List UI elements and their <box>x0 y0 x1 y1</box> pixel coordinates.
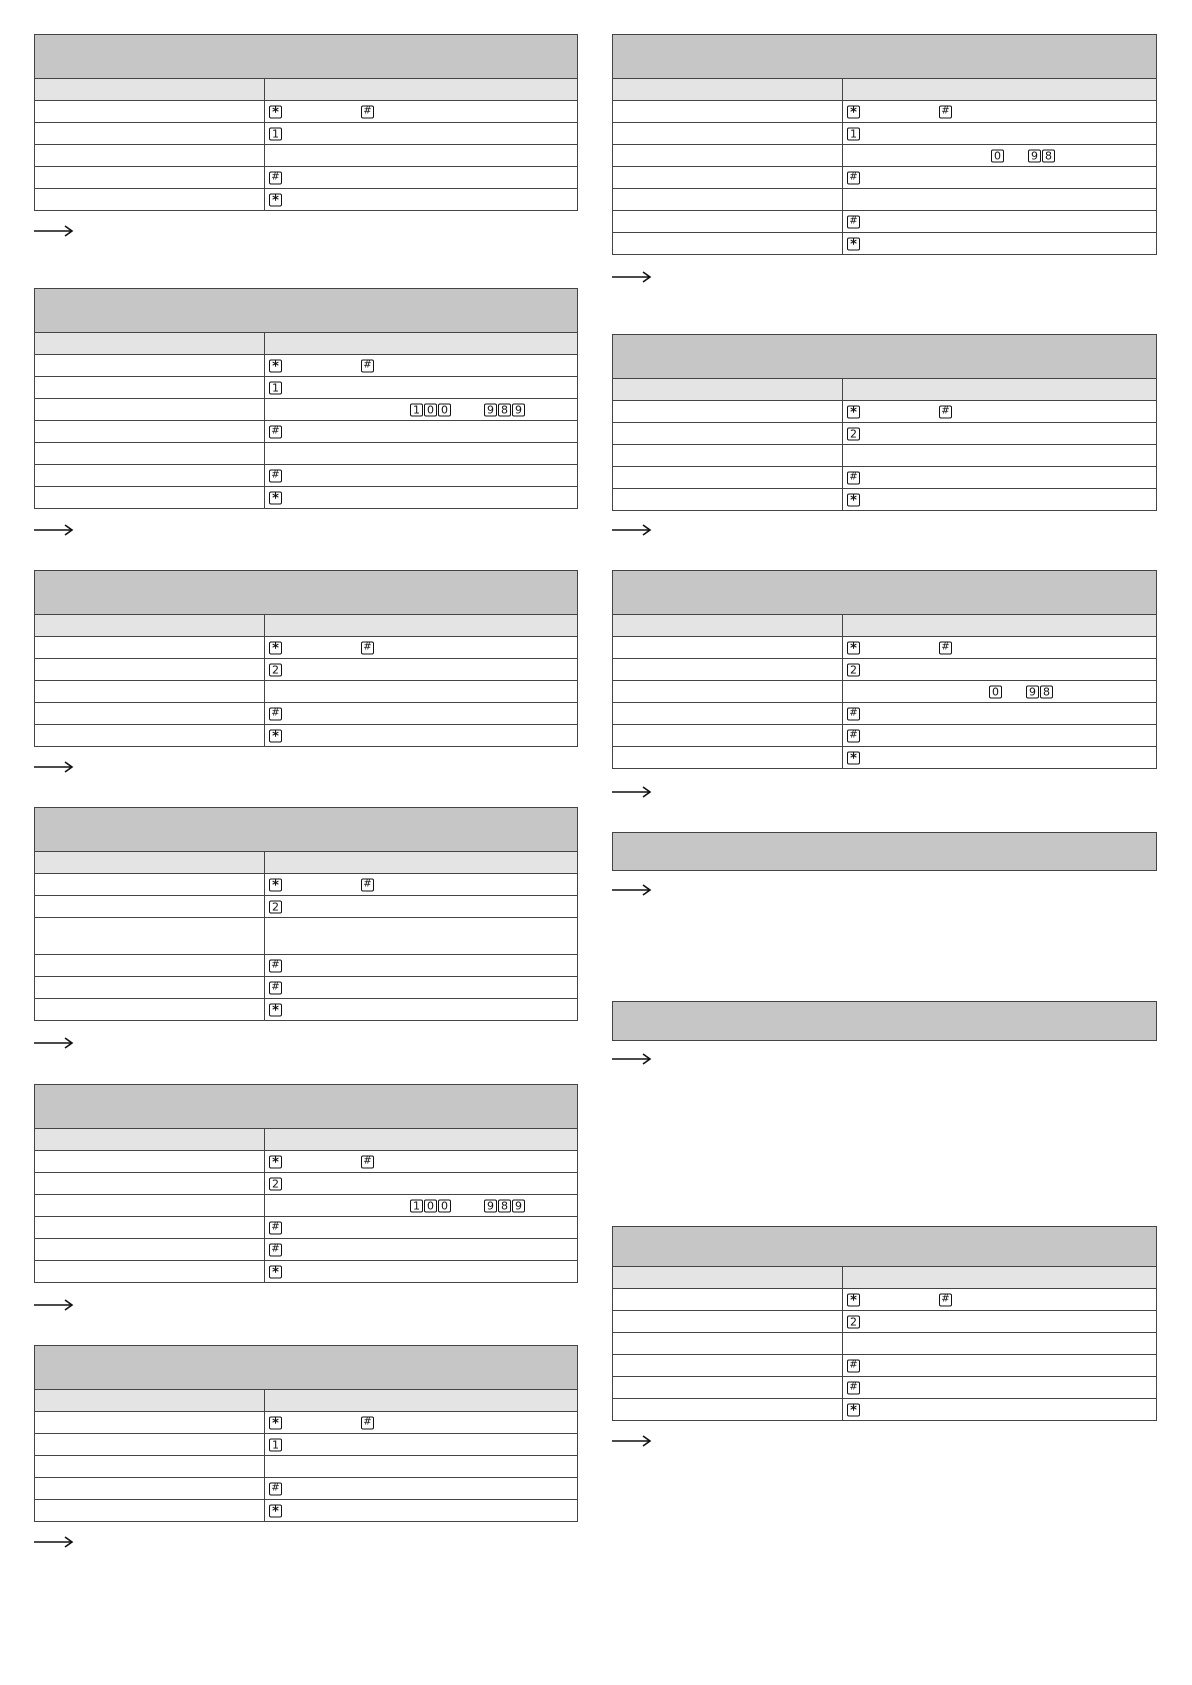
long-right-arrow-icon <box>612 1434 652 1448</box>
star-key-icon: * <box>269 641 282 654</box>
table-row <box>613 144 1156 166</box>
table-row <box>35 1150 577 1172</box>
digit-key-icon: 1 <box>269 1438 282 1451</box>
instruction-table <box>612 334 1157 511</box>
table-row <box>35 166 577 188</box>
column-header-row <box>613 79 1156 100</box>
table-body <box>34 614 578 747</box>
column-header-row <box>613 615 1156 636</box>
digit-key-icon: 8 <box>498 1199 511 1212</box>
table-row <box>613 746 1156 768</box>
star-key-icon: * <box>269 1265 282 1278</box>
digit-key-icon: 1 <box>269 127 282 140</box>
table-row <box>613 724 1156 746</box>
hash-key-icon: # <box>361 359 374 372</box>
table-row <box>613 210 1156 232</box>
table-row <box>35 188 577 210</box>
star-key-icon: * <box>269 491 282 504</box>
table-row <box>613 488 1156 510</box>
table-row <box>613 100 1156 122</box>
digit-key-icon: 9 <box>1028 149 1041 162</box>
hash-key-icon: # <box>269 171 282 184</box>
digit-key-icon: 0 <box>438 1199 451 1212</box>
instruction-table <box>34 570 578 747</box>
column-header-row <box>35 615 577 636</box>
table-row <box>613 1310 1156 1332</box>
hash-key-icon: # <box>939 1293 952 1306</box>
table-row <box>35 486 577 508</box>
digit-key-icon: 9 <box>512 403 525 416</box>
table-row <box>35 895 577 917</box>
table-row <box>613 680 1156 702</box>
instruction-table <box>34 1084 578 1283</box>
table-body <box>612 614 1157 769</box>
star-key-icon: * <box>847 751 860 764</box>
digit-key-icon: 9 <box>512 1199 525 1212</box>
digit-key-icon: 1 <box>847 127 860 140</box>
digit-key-icon: 0 <box>424 403 437 416</box>
hash-key-icon: # <box>269 425 282 438</box>
table-title-bar <box>34 34 578 78</box>
table-title-bar <box>612 1001 1157 1041</box>
hash-key-icon: # <box>939 105 952 118</box>
table-row <box>613 122 1156 144</box>
instruction-table <box>34 288 578 509</box>
hash-key-icon: # <box>361 105 374 118</box>
instruction-table <box>612 570 1157 769</box>
column-header-row <box>35 1390 577 1411</box>
long-right-arrow-icon <box>34 224 74 238</box>
table-row <box>613 1288 1156 1310</box>
star-key-icon: * <box>269 105 282 118</box>
table-row <box>613 422 1156 444</box>
hash-key-icon: # <box>361 878 374 891</box>
table-row <box>35 354 577 376</box>
hash-key-icon: # <box>847 707 860 720</box>
star-key-icon: * <box>269 1504 282 1517</box>
instruction-table <box>34 34 578 211</box>
table-body <box>34 851 578 1021</box>
table-title-bar <box>34 807 578 851</box>
hash-key-icon: # <box>361 1155 374 1168</box>
table-row <box>35 464 577 486</box>
digit-key-icon: 2 <box>269 1177 282 1190</box>
hash-key-icon: # <box>847 1381 860 1394</box>
table-body <box>612 1266 1157 1421</box>
digit-key-icon: 9 <box>484 1199 497 1212</box>
table-row <box>35 144 577 166</box>
star-key-icon: * <box>847 641 860 654</box>
table-row <box>35 442 577 464</box>
digit-key-icon: 0 <box>989 685 1002 698</box>
star-key-icon: * <box>847 237 860 250</box>
digit-key-icon: 0 <box>438 403 451 416</box>
table-row <box>613 702 1156 724</box>
hash-key-icon: # <box>269 707 282 720</box>
long-right-arrow-icon <box>34 1298 74 1312</box>
table-row <box>35 1194 577 1216</box>
table-body <box>612 78 1157 255</box>
hash-key-icon: # <box>939 641 952 654</box>
table-row <box>35 398 577 420</box>
table-title-bar <box>612 34 1157 78</box>
table-row <box>613 400 1156 422</box>
table-title-bar <box>34 1084 578 1128</box>
hash-key-icon: # <box>269 1482 282 1495</box>
column-header-row <box>613 379 1156 400</box>
table-row <box>613 1354 1156 1376</box>
table-body <box>612 378 1157 511</box>
star-key-icon: * <box>269 729 282 742</box>
section-title-bar <box>612 1001 1157 1041</box>
table-row <box>35 1172 577 1194</box>
hash-key-icon: # <box>269 469 282 482</box>
table-title-bar <box>612 832 1157 871</box>
long-right-arrow-icon <box>34 523 74 537</box>
digit-key-icon: 0 <box>424 1199 437 1212</box>
digit-key-icon: 1 <box>410 403 423 416</box>
table-title-bar <box>612 570 1157 614</box>
hash-key-icon: # <box>269 1243 282 1256</box>
digit-key-icon: 8 <box>1042 149 1055 162</box>
table-row <box>35 636 577 658</box>
table-row <box>35 1238 577 1260</box>
table-row <box>35 122 577 144</box>
table-body <box>34 78 578 211</box>
table-row <box>613 1376 1156 1398</box>
table-row <box>35 1455 577 1477</box>
table-row <box>35 873 577 895</box>
table-title-bar <box>612 1226 1157 1266</box>
table-row <box>613 1332 1156 1354</box>
long-right-arrow-icon <box>612 523 652 537</box>
long-right-arrow-icon <box>612 1052 652 1066</box>
hash-key-icon: # <box>847 471 860 484</box>
table-row <box>35 954 577 976</box>
hash-key-icon: # <box>361 1416 374 1429</box>
column-header-row <box>35 852 577 873</box>
hash-key-icon: # <box>269 959 282 972</box>
hash-key-icon: # <box>269 981 282 994</box>
table-row <box>613 166 1156 188</box>
table-row <box>35 100 577 122</box>
table-row <box>35 1260 577 1282</box>
table-row <box>35 724 577 746</box>
star-key-icon: * <box>847 1403 860 1416</box>
table-row <box>35 1411 577 1433</box>
section-title-bar <box>612 832 1157 871</box>
hash-key-icon: # <box>361 641 374 654</box>
column-header-row <box>35 333 577 354</box>
table-row <box>35 1477 577 1499</box>
table-row <box>35 1499 577 1521</box>
digit-key-icon: 2 <box>847 663 860 676</box>
star-key-icon: * <box>269 1155 282 1168</box>
digit-key-icon: 8 <box>498 403 511 416</box>
column-header-row <box>35 79 577 100</box>
table-row <box>35 1433 577 1455</box>
star-key-icon: * <box>847 493 860 506</box>
table-title-bar <box>34 570 578 614</box>
table-title-bar <box>34 1345 578 1389</box>
table-row <box>35 376 577 398</box>
table-body <box>34 332 578 509</box>
star-key-icon: * <box>269 1416 282 1429</box>
digit-key-icon: 8 <box>1040 685 1053 698</box>
digit-key-icon: 1 <box>269 381 282 394</box>
table-row <box>613 658 1156 680</box>
table-row <box>35 420 577 442</box>
star-key-icon: * <box>269 878 282 891</box>
table-row <box>613 188 1156 210</box>
hash-key-icon: # <box>847 729 860 742</box>
long-right-arrow-icon <box>34 760 74 774</box>
long-right-arrow-icon <box>34 1036 74 1050</box>
column-header-row <box>35 1129 577 1150</box>
table-row <box>35 702 577 724</box>
star-key-icon: * <box>847 105 860 118</box>
digit-key-icon: 0 <box>991 149 1004 162</box>
table-row <box>613 466 1156 488</box>
table-title-bar <box>612 334 1157 378</box>
table-row <box>613 444 1156 466</box>
hash-key-icon: # <box>269 1221 282 1234</box>
digit-key-icon: 9 <box>1026 685 1039 698</box>
table-row <box>35 680 577 702</box>
instruction-table <box>612 34 1157 255</box>
star-key-icon: * <box>847 405 860 418</box>
table-row <box>613 232 1156 254</box>
table-title-bar <box>34 288 578 332</box>
long-right-arrow-icon <box>34 1535 74 1549</box>
table-row <box>35 658 577 680</box>
digit-key-icon: 9 <box>484 403 497 416</box>
instruction-table <box>612 1226 1157 1421</box>
long-right-arrow-icon <box>612 785 652 799</box>
digit-key-icon: 2 <box>269 900 282 913</box>
star-key-icon: * <box>269 193 282 206</box>
table-row <box>613 636 1156 658</box>
table-row <box>35 998 577 1020</box>
star-key-icon: * <box>847 1293 860 1306</box>
long-right-arrow-icon <box>612 883 652 897</box>
hash-key-icon: # <box>847 171 860 184</box>
table-body <box>34 1389 578 1522</box>
instruction-table <box>34 1345 578 1522</box>
table-row <box>35 976 577 998</box>
star-key-icon: * <box>269 1003 282 1016</box>
table-row <box>613 1398 1156 1420</box>
digit-key-icon: 2 <box>269 663 282 676</box>
column-header-row <box>613 1267 1156 1288</box>
instruction-table <box>34 807 578 1021</box>
star-key-icon: * <box>269 359 282 372</box>
table-body <box>34 1128 578 1283</box>
table-row <box>35 1216 577 1238</box>
long-right-arrow-icon <box>612 270 652 284</box>
hash-key-icon: # <box>847 1359 860 1372</box>
digit-key-icon: 2 <box>847 427 860 440</box>
hash-key-icon: # <box>847 215 860 228</box>
hash-key-icon: # <box>939 405 952 418</box>
table-row <box>35 917 577 954</box>
digit-key-icon: 1 <box>410 1199 423 1212</box>
digit-key-icon: 2 <box>847 1315 860 1328</box>
